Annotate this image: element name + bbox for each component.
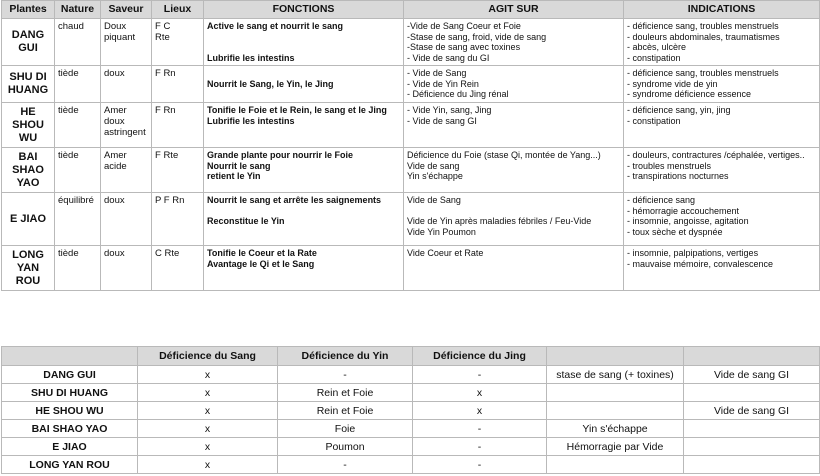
fonctions-cell [204,103,404,148]
text-line: doux [104,248,125,259]
text-line: - Vide de Sang [407,68,467,78]
text-line [207,68,401,79]
text-line: Déficience du Foie (stase Qi, montée de Yang...) [407,150,601,160]
text-line: Lubrifie les intestins [207,115,295,126]
agit-sur-cell [404,246,624,291]
text-line: - douleurs, contractures /céphalée, vertiges.. [627,150,805,160]
text-line: F Rn [155,105,176,116]
nature-cell [55,66,101,103]
deficience-yin-cell: Poumon [278,438,413,456]
text-line: Rte [155,32,170,43]
table-row [2,246,820,291]
text-line: tiède [58,105,79,116]
agit-sur-cell [404,193,624,246]
text-line: Vide de Sang [407,195,461,205]
note-cell-2 [684,420,820,438]
text-line: doux [104,195,125,206]
nature-cell [55,246,101,291]
header-plantes: Plantes [2,1,55,19]
text-line: HUANG [7,84,49,96]
saveur-cell [101,246,152,291]
note-cell [547,456,684,474]
text-line: SHAO [12,163,44,176]
text-line: - douleurs abdominales, traumatismes [627,31,780,42]
text-line: HE [20,105,36,118]
plant-name [2,19,55,66]
header-lieux: Lieux [152,1,204,19]
saveur-cell [101,19,152,66]
text-line: BAI [18,150,38,163]
text-line: - Vide de Yin Rein [407,78,479,89]
plant-name: E JIAO [2,438,138,456]
indications-cell [624,103,820,148]
note-cell [547,384,684,402]
deficience-jing-cell: x [413,384,547,402]
text-line: Amer [104,105,127,116]
text-line: Doux [104,21,127,32]
table-row [2,193,820,246]
text-line: - toux sèche et dyspnée [627,226,723,237]
deficience-sang-cell: x [138,438,278,456]
table-row [2,420,820,438]
text-line: Vide de Yin après maladies fébriles / Feu-Vide [407,216,592,226]
text-line: Nourrit le sang et arrête les saignements [207,195,382,205]
text-line: Activе le sang et nourrit le sang [207,21,344,31]
nature-cell [55,19,101,66]
text-line: - insomnie, angoisse, agitation [627,216,749,226]
fonctions-cell [204,66,404,103]
agit-sur-cell [404,66,624,103]
plant-name: BAI SHAO YAO [2,420,138,438]
text-line: - constipation [627,115,681,126]
indications-cell [624,193,820,246]
text-line: retient le Yin [207,171,261,181]
text-line: ROU [15,274,41,287]
text-line [207,32,401,43]
text-line: -Stase de sang avec toxines [407,42,521,52]
lieux-cell [152,148,204,193]
text-line: chaud [58,21,84,32]
text-line: -Stase de sang, froid, vide de sang [407,31,547,42]
plant-name [2,148,55,193]
plant-name [2,246,55,291]
text-line: doux [104,68,125,79]
deficience-sang-cell: x [138,384,278,402]
table2-header-row [2,347,820,366]
text-line: Tonifie le Coeur et la Rate [207,248,317,258]
header-blank [2,347,138,366]
nature-cell [55,193,101,246]
text-line: WU [18,131,38,144]
header-extra-2 [684,347,820,366]
text-line: doux [104,116,125,127]
text-line: - déficience sang [627,195,696,205]
text-line: Tonifie le Foie et le Rein, le sang et le Jing [207,105,387,115]
text-line: SHOU [12,118,44,131]
lieux-cell [152,103,204,148]
fonctions-cell [204,193,404,246]
plants-functions-table [1,0,820,291]
indications-cell [624,19,820,66]
text-line: Avantage le Qi et le Sang [207,258,315,269]
text-line: DANG [11,29,45,41]
deficience-jing-cell: x [413,402,547,420]
note-cell-2: Vide de sang GI [684,366,820,384]
text-line: P F Rn [155,195,185,206]
text-line: GUI [18,42,38,54]
plant-name [2,193,55,246]
text-line: Grande plante pour nourrir le Foie [207,150,354,160]
text-line: Vide Coeur et Rate [407,248,484,258]
agit-sur-cell [404,148,624,193]
note-cell: stase de sang (+ toxines) [547,366,684,384]
text-line: tiède [58,68,79,79]
text-line: E JIAO [9,212,47,225]
note-cell: Hémorragie par Vide [547,438,684,456]
header-agit-sur: AGIT SUR [404,1,624,19]
header-deficience-sang: Déficience du Sang [138,347,278,366]
text-line: LONG [12,248,44,261]
table-row [2,66,820,103]
text-line: - syndrome vide de yin [627,78,718,89]
deficience-jing-cell: - [413,420,547,438]
fonctions-cell [204,246,404,291]
text-line: -Vide de Sang Coeur et Foie [407,21,521,31]
text-line: - Vide de sang GI [407,115,477,126]
note-cell: Yin s'échappe [547,420,684,438]
saveur-cell [101,103,152,148]
header-extra-1 [547,347,684,366]
text-line: Yin s'échappe [407,171,463,181]
deficience-yin-cell: Rein et Foie [278,384,413,402]
nature-cell [55,148,101,193]
text-line: - Vide Yin, sang, Jing [407,105,492,115]
text-line: piquant [104,32,136,43]
indications-cell [624,246,820,291]
text-line: - déficience sang, troubles menstruels [627,68,779,78]
text-line: C Rte [155,248,180,259]
deficience-sang-cell: x [138,366,278,384]
lieux-cell [152,19,204,66]
fonctions-cell [204,19,404,66]
table-row [2,148,820,193]
text-line: - Déficience du Jing rénal [407,89,509,99]
plant-name: HE SHOU WU [2,402,138,420]
indications-cell [624,148,820,193]
text-line: Nourrit le sang [207,160,271,171]
text-line: Lubrifie les intestins [207,52,295,63]
text-line: - syndrome déficience essence [627,89,752,99]
text-line: - déficience sang, yin, jing [627,105,731,115]
text-line [207,206,401,217]
text-line: - Vide de sang du GI [407,52,490,63]
table-row [2,19,820,66]
header-deficience-yin: Déficience du Yin [278,347,413,366]
lieux-cell [152,66,204,103]
text-line: - insomnie, palpipations, vertiges [627,248,759,258]
text-line: équilibré [58,195,94,206]
header-indications: INDICATIONS [624,1,820,19]
note-cell-2 [684,456,820,474]
text-line: - transpirations nocturnes [627,171,729,181]
table-row [2,456,820,474]
text-line: Nourrit le Sang, le Yin, le Jing [207,78,334,89]
header-nature: Nature [55,1,101,19]
deficience-jing-cell: - [413,438,547,456]
text-line: Vide Yin Poumon [407,226,476,237]
note-cell-2 [684,438,820,456]
text-line: Reconstitue le Yin [207,216,285,226]
table-row [2,438,820,456]
saveur-cell [101,193,152,246]
plant-name [2,103,55,148]
plant-name: DANG GUI [2,366,138,384]
text-line: Vide de sang [407,160,460,171]
text-line: Amer [104,150,127,161]
deficience-jing-cell: - [413,456,547,474]
deficience-jing-cell: - [413,366,547,384]
indications-cell [624,66,820,103]
lieux-cell [152,193,204,246]
header-deficience-jing: Déficience du Jing [413,347,547,366]
saveur-cell [101,148,152,193]
header-saveur: Saveur [101,1,152,19]
table1-header-row [2,1,820,19]
table-row [2,402,820,420]
deficience-yin-cell: Foie [278,420,413,438]
text-line: tiède [58,248,79,259]
note-cell [547,402,684,420]
plant-name: LONG YAN ROU [2,456,138,474]
text-line: F Rte [155,150,179,161]
fonctions-cell [204,148,404,193]
text-line: YAO [16,176,40,189]
text-line: astringent [104,127,146,138]
text-line: - mauvaise mémoire, convalescence [627,258,774,269]
deficience-yin-cell: Rein et Foie [278,402,413,420]
text-line: - constipation [627,52,681,63]
deficience-yin-cell: - [278,456,413,474]
plant-name: SHU DI HUANG [2,384,138,402]
text-line: tiède [58,150,79,161]
nature-cell [55,103,101,148]
text-line [207,42,401,53]
text-line: acide [104,161,127,172]
text-line: F C [155,21,171,32]
deficience-sang-cell: x [138,456,278,474]
text-line: SHU DI [9,71,47,83]
table-row [2,103,820,148]
deficience-sang-cell: x [138,420,278,438]
deficiency-summary-table [1,346,820,474]
text-line: - déficience sang, troubles menstruels [627,21,779,31]
header-fonctions: FONCTIONS [204,1,404,19]
deficience-yin-cell: - [278,366,413,384]
note-cell-2 [684,384,820,402]
text-line: - hémorragie accouchement [627,205,740,216]
lieux-cell [152,246,204,291]
text-line: - abcès, ulcère [627,42,687,52]
plant-name [2,66,55,103]
text-line: F Rn [155,68,176,79]
agit-sur-cell [404,19,624,66]
agit-sur-cell [404,103,624,148]
note-cell-2: Vide de sang GI [684,402,820,420]
text-line: - troubles menstruels [627,160,712,171]
text-line [407,206,621,217]
table-row [2,384,820,402]
deficience-sang-cell: x [138,402,278,420]
text-line: YAN [16,261,40,274]
saveur-cell [101,66,152,103]
table-row [2,366,820,384]
